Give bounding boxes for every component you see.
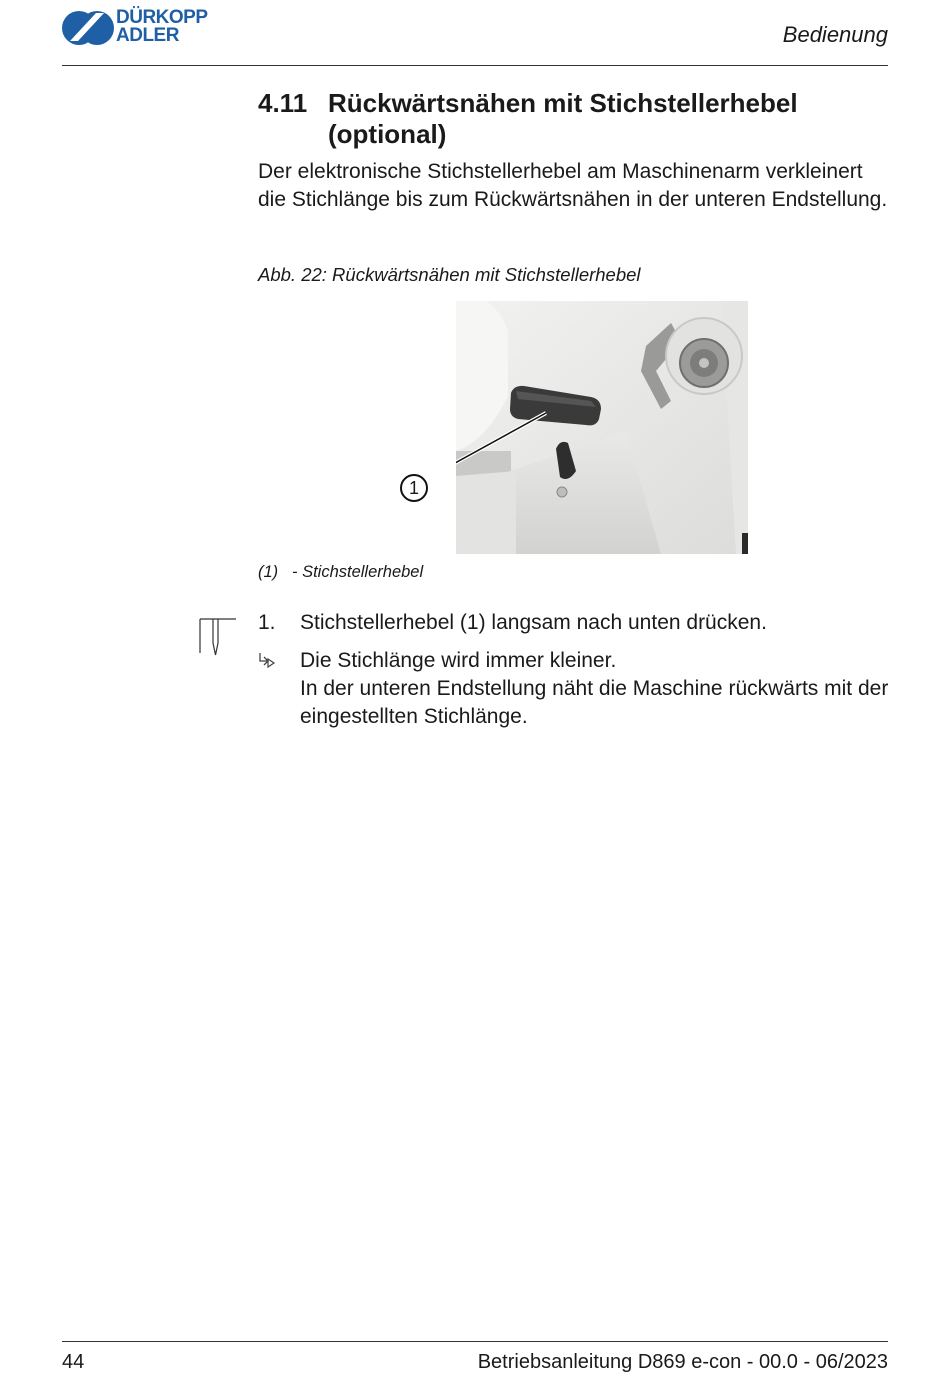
section-title: Rückwärtsnähen mit Stichstellerhebel (optional) [328, 88, 798, 149]
intro-paragraph: Der elektronische Stichstellerhebel am Maschinenarm verkleinert die Stichlänge bis zum Rückwärtsnähen in der unteren Endstellung. [258, 160, 888, 211]
result-arrow-icon [258, 647, 276, 679]
legend-text: - Stichstellerhebel [292, 563, 424, 581]
page-number: 44 [62, 1351, 85, 1373]
figure-callout-number: 1 [408, 478, 419, 498]
result-line-2: In der unteren Endstellung näht die Maschine rückwärts mit der eingestellten Stichlänge. [300, 677, 889, 728]
machine-photo [456, 301, 748, 554]
step-text: Stichstellerhebel (1) langsam nach unten drücken. [300, 611, 767, 634]
sewing-needle-icon [198, 613, 238, 657]
section-number: 4.11 [258, 88, 308, 118]
result-line-1: Die Stichlänge wird immer kleiner. [300, 649, 617, 672]
brand-wordmark: DÜRKOPP ADLER [116, 7, 208, 46]
header-rule [62, 65, 888, 66]
brand-logo-icon [62, 7, 114, 49]
legend-key: (1) [258, 563, 279, 581]
figure-legend [258, 563, 423, 582]
brand-logo [62, 7, 232, 49]
figure-callout [400, 474, 428, 502]
result-text [300, 647, 900, 731]
footer-rule [62, 1341, 888, 1342]
step-number: 1. [258, 611, 276, 634]
figure-caption: Abb. 22: Rückwärtsnähen mit Stichstellerhebel [258, 264, 641, 285]
header-section-name: Bedienung [782, 22, 888, 47]
document-reference: Betriebsanleitung D869 e-con - 00.0 - 06/2023 [477, 1351, 888, 1373]
